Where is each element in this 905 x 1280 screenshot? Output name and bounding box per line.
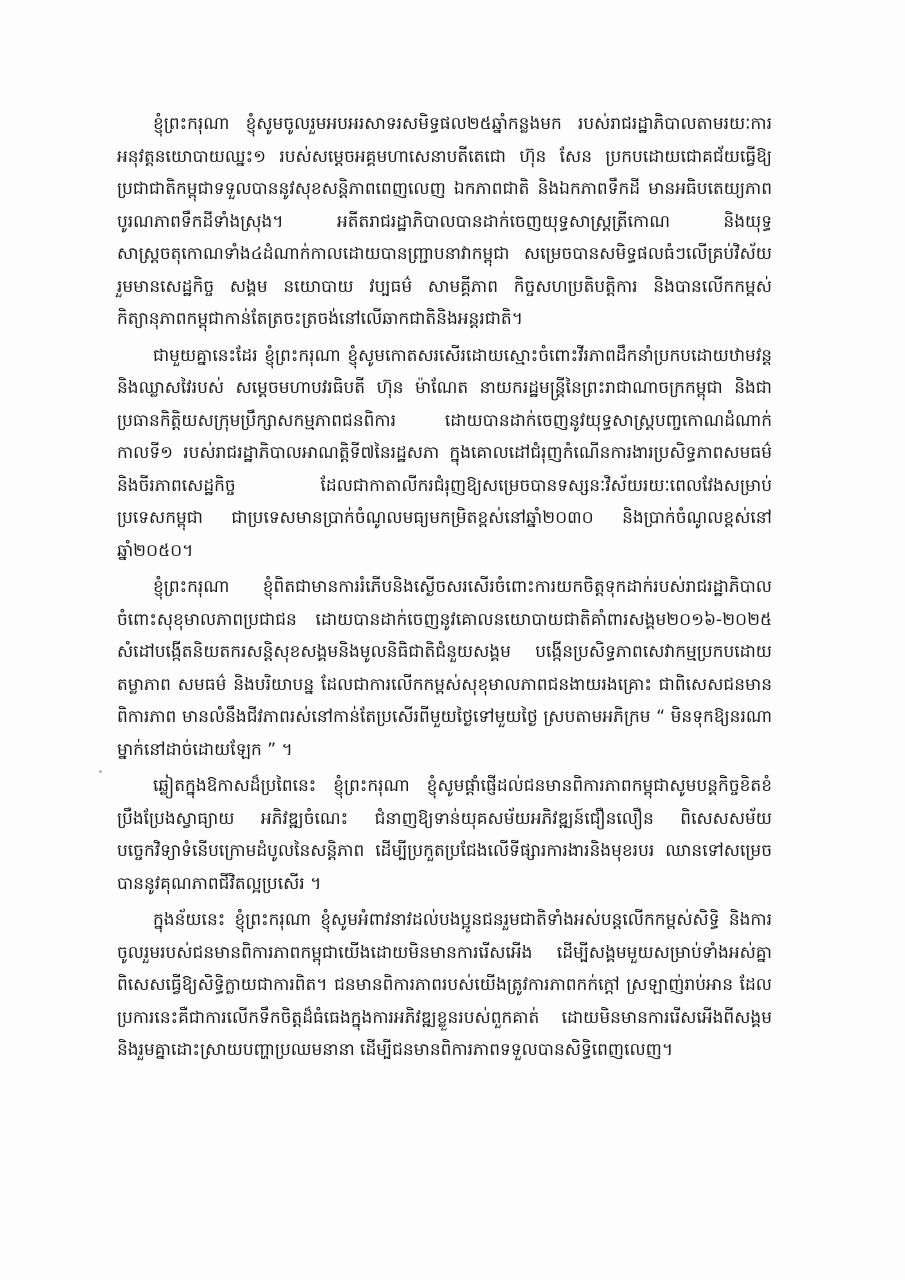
- paragraph-1: ខ្ញុំព្រះករុណា ខ្ញុំសូមចូលរួមអបអរសាទរសមិទ្ធផល២៥ឆ្នាំកន្លងមក របស់រាជរដ្ឋាភិបាលតាមរយៈការអនុវត្តនយោបាយឈ្នះ១ របស់សម្តេចអគ្គមហាសេនាបតីតេជោ ហ៊ុន សែន ប្រកបដោយជោគជ័យធ្វើឱ្យប្រជាជាតិកម្ពុជាទទួលបាននូវសុខសន្តិភាពពេញលេញ ឯកភាពជាតិ និងឯកភាពទឹកដី មានអធិបតេយ្យភាពបូរណភាពទឹកដីទាំងស្រុង។ អតីតរាជរដ្ឋាភិបាលបានដាក់ចេញយុទ្ធសាស្ត្រត្រីកោណ និងយុទ្ធសាស្ត្រចតុកោណទាំង៤ដំណាក់កាលដោយបានញ្ជ្រាបនាវាកម្ពុជា សម្រេចបានសមិទ្ធផលធំៗលើគ្រប់វិស័យរួមមានសេដ្ឋកិច្ច សង្គម នយោបាយ វប្បធម៌ សាមគ្គីភាព កិច្ចសហប្រតិបត្តិការ និងបានលើកកម្ពស់កិត្យានុភាពកម្ពុជាកាន់តែត្រចះត្រចង់នៅលើឆាកជាតិនិងអន្តរជាតិ។: [117, 114, 772, 329]
- document-body: [117, 108, 772, 1071]
- paragraph-4: ឆ្លៀតក្នុងឱកាសដ៏ប្រពៃនេះ ខ្ញុំព្រះករុណា ខ្ញុំសូមផ្តាំផ្ញើដល់ជនមានពិការភាពកម្ពុជាសូមបន្តកិច្ចខិតខំប្រឹងប្រែងស្វាធ្យាយ អភិវឌ្ឍចំណេះ ជំនាញឱ្យទាន់យុគសម័យអភិវឌ្ឍន៍ជឿនលឿន ពិសេសសម័យបច្ចេកវិទ្យាទំនើបក្រោមដំបូលនៃសន្តិភាព ដើម្បីប្រកួតប្រជែងលើទីផ្សារការងារនិងមុខរបរ ឈានទៅសម្រេចបាននូវគុណភាពជីវិតល្អប្រសើរ ។: [117, 776, 772, 894]
- paragraph-3: ខ្ញុំព្រះករុណា ខ្ញុំពិតជាមានការរំភើបនិងស្ងើចសរសើរចំពោះការយកចិត្តទុកដាក់របស់រាជរដ្ឋាភិបាលចំពោះសុខុមាលភាពប្រជាជន ដោយបានដាក់ចេញនូវគោលនយោបាយជាតិគាំពារសង្គម២០១៦-២០២៥ សំដៅបង្កើតនិយតករសន្តិសុខសង្គមនិងមូលនិធិជាតិជំនួយសង្គម បង្កើនប្រសិទ្ធភាពសេវាកម្មប្រកបដោយតម្លាភាព សមធម៌ និងបរិយាបន្ន ដែលជាការលើកកម្ពស់សុខុមាលភាពជនងាយរងគ្រោះ ជាពិសេសជនមានពិការភាព មានលំនឹងជីវភាពរស់នៅកាន់តែប្រសើរពីមួយថ្ងៃទៅមួយថ្ងៃ ស្របតាមអភិក្រម “ មិនទុកឱ្យនរណាម្នាក់នៅដាច់ដោយឡែក ” ។: [117, 577, 772, 760]
- paragraph-5: ក្នុងន័យនេះ ខ្ញុំព្រះករុណា ខ្ញុំសូមអំពាវនាវដល់បងប្អូនជនរួមជាតិទាំងអស់បន្តលើកកម្ពស់សិទ្ធិ និងការចូលរួមរបស់ជនមានពិការភាពកម្ពុជាយើងដោយមិនមានការរើសអើង ដើម្បីសង្គមមួយសម្រាប់ទាំងអស់គ្នា ពិសេសធ្វើឱ្យសិទ្ធិក្លាយជាការពិត។ ជនមានពិការភាពរបស់យើងត្រូវការភាពកក់ក្តៅ ស្រឡាញ់រាប់អាន ដែលប្រការនេះគឺជាការលើកទឹកចិត្តដ៏ធំធេងក្នុងការអភិវឌ្ឍខ្លួនរបស់ពួកគាត់ ដោយមិនមានការរើសអើងពីសង្គម និងរួមគ្នាដោះស្រាយបញ្ហាប្រឈមនានា ដើម្បីជនមានពិការភាពទទួលបានសិទ្ធិពេញលេញ។: [117, 910, 772, 1060]
- paragraph-2: ជាមួយគ្នានេះដែរ ខ្ញុំព្រះករុណា ខ្ញុំសូមកោតសរសើរដោយស្មោះចំពោះវីរភាពដឹកនាំប្រកបដោយឋាមវន្តនិងឈ្លាសវៃរបស់ សម្តេចមហាបវរធិបតី ហ៊ុន ម៉ាណែត នាយករដ្ឋមន្ត្រីនៃព្រះរាជាណាចក្រកម្ពុជា និងជាប្រធានកិត្តិយសក្រុមប្រឹក្សាសកម្មភាពជនពិការ ដោយបានដាក់ចេញនូវយុទ្ធសាស្ត្របញ្ចកោណដំណាក់កាលទី១ របស់រាជរដ្ឋាភិបាលអាណត្តិទី៧នៃរដ្ឋសភា ក្នុងគោលដៅជំរុញកំណើនការងារប្រសិទ្ធភាពសមធម៌ និងចីរភាពសេដ្ឋកិច្ច ដែលជាកាតាលីករជំរុញឱ្យសម្រេចបានទស្សនៈវិស័យរយៈពេលវែងសម្រាប់ប្រទេសកម្ពុជា ជាប្រទេសមានប្រាក់ចំណូលមធ្យមកម្រិតខ្ពស់នៅឆ្នាំ២០៣០ និងប្រាក់ចំណូលខ្ពស់នៅឆ្នាំ២០៥០។: [117, 345, 772, 561]
- scan-speck: [99, 770, 102, 773]
